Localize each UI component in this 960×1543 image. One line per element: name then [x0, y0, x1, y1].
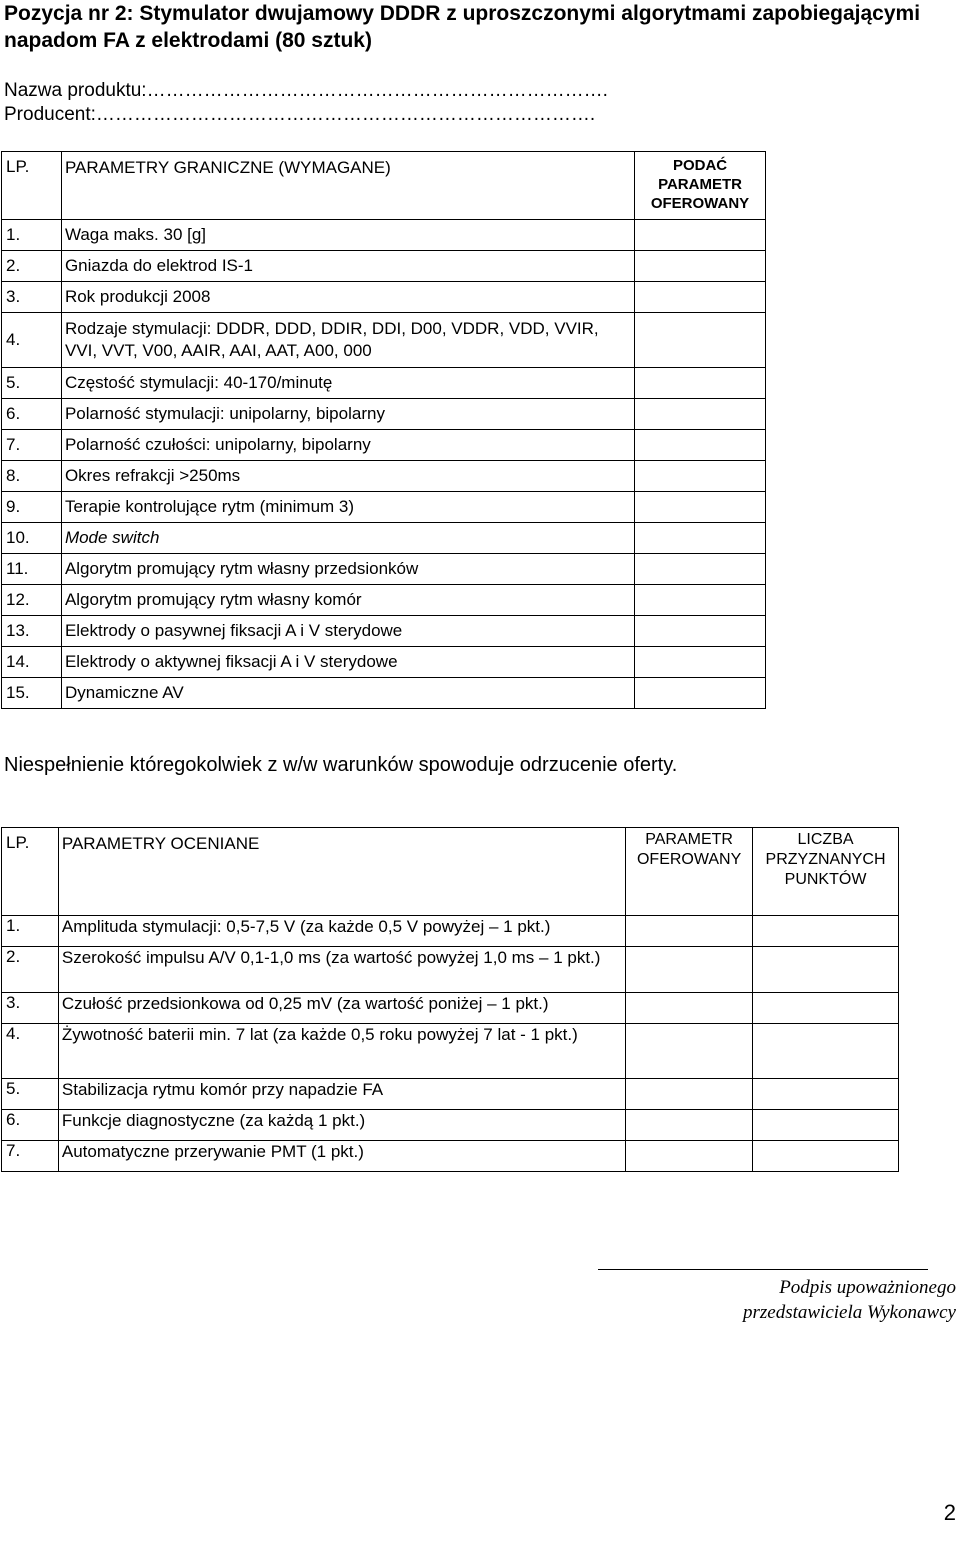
- row-number: 4.: [2, 1024, 59, 1079]
- row-number: 4.: [2, 313, 62, 368]
- offer-cell[interactable]: [635, 523, 766, 554]
- table-row: [2, 399, 766, 430]
- signature-caption: [600, 1275, 956, 1325]
- points-cell[interactable]: [753, 993, 899, 1024]
- offer-cell[interactable]: [635, 585, 766, 616]
- offer-cell[interactable]: [626, 1079, 753, 1110]
- table-row: [2, 523, 766, 554]
- row-number: 8.: [2, 461, 62, 492]
- points-header: LICZBA PRZYZNANYCH PUNKTÓW: [753, 828, 899, 916]
- row-text: Elektrody o aktywnej fiksacji A i V sterydowe: [61, 647, 634, 678]
- offer-cell[interactable]: [635, 461, 766, 492]
- row-number: 2.: [2, 947, 59, 993]
- row-text: Mode switch: [61, 523, 634, 554]
- offer-header: PARAMETR OFEROWANY: [626, 828, 753, 916]
- row-text: Funkcje diagnostyczne (za każdą 1 pkt.): [58, 1110, 625, 1141]
- row-text: Rok produkcji 2008: [61, 282, 634, 313]
- row-text: Polarność czułości: unipolarny, bipolarny: [61, 430, 634, 461]
- required-parameters-table: [1, 151, 766, 709]
- row-text: Okres refrakcji >250ms: [61, 461, 634, 492]
- offer-cell[interactable]: [626, 947, 753, 993]
- row-number: 13.: [2, 616, 62, 647]
- row-number: 11.: [2, 554, 62, 585]
- table-row: [2, 220, 766, 251]
- row-number: 7.: [2, 1141, 59, 1172]
- row-text: Elektrody o pasywnej fiksacji A i V sterydowe: [61, 616, 634, 647]
- row-text: Stabilizacja rytmu komór przy napadzie FA: [58, 1079, 625, 1110]
- rejection-warning: Niespełnienie któregokolwiek z w/w warunków spowoduje odrzucenie oferty.: [4, 754, 678, 776]
- producer-label: Producent:…………………………………………………………………….: [4, 104, 596, 125]
- offer-cell[interactable]: [635, 220, 766, 251]
- row-text: Dynamiczne AV: [61, 678, 634, 709]
- table-row: [2, 554, 766, 585]
- row-number: 2.: [2, 251, 62, 282]
- row-number: 7.: [2, 430, 62, 461]
- signature-line-1: Podpis upoważnionego: [779, 1277, 956, 1298]
- points-cell[interactable]: [753, 1110, 899, 1141]
- offer-cell[interactable]: [626, 1141, 753, 1172]
- offer-cell[interactable]: [626, 1024, 753, 1079]
- row-text: Terapie kontrolujące rytm (minimum 3): [61, 492, 634, 523]
- row-number: 10.: [2, 523, 62, 554]
- table-row: [2, 616, 766, 647]
- row-text: Szerokość impulsu A/V 0,1-1,0 ms (za wartość powyżej 1,0 ms – 1 pkt.): [58, 947, 625, 993]
- offer-cell[interactable]: [635, 678, 766, 709]
- row-number: 1.: [2, 916, 59, 947]
- table-row: [2, 585, 766, 616]
- row-number: 6.: [2, 399, 62, 430]
- points-cell[interactable]: [753, 947, 899, 993]
- offer-cell[interactable]: [635, 616, 766, 647]
- table-row: [2, 368, 766, 399]
- points-cell[interactable]: [753, 1024, 899, 1079]
- signature-line: [598, 1269, 928, 1270]
- table-header-row: [2, 152, 766, 220]
- row-number: 3.: [2, 282, 62, 313]
- offer-cell[interactable]: [635, 313, 766, 368]
- row-text: Waga maks. 30 [g]: [61, 220, 634, 251]
- table-row: [2, 492, 766, 523]
- table-row: [2, 461, 766, 492]
- table-row: [2, 993, 899, 1024]
- row-text: Amplituda stymulacji: 0,5-7,5 V (za każde 0,5 V powyżej – 1 pkt.): [58, 916, 625, 947]
- table-row: [2, 647, 766, 678]
- document-title: Pozycja nr 2: Stymulator dwujamowy DDDR z uproszczonymi algorytmami zapobiegającymi napadom FA z elektrodami (80 sztuk): [4, 2, 921, 52]
- row-text: Żywotność baterii min. 7 lat (za każde 0,5 roku powyżej 7 lat - 1 pkt.): [58, 1024, 625, 1079]
- row-text: Algorytm promujący rytm własny przedsionków: [61, 554, 634, 585]
- table-header-row: [2, 828, 899, 916]
- offer-header: PODAĆ PARAMETR OFEROWANY: [635, 152, 766, 220]
- row-text: Gniazda do elektrod IS-1: [61, 251, 634, 282]
- offer-cell[interactable]: [635, 492, 766, 523]
- lp-header: LP.: [2, 828, 59, 916]
- table-row: [2, 678, 766, 709]
- row-text: Algorytm promujący rytm własny komór: [61, 585, 634, 616]
- row-number: 1.: [2, 220, 62, 251]
- offer-cell[interactable]: [626, 993, 753, 1024]
- row-text: Czułość przedsionkowa od 0,25 mV (za wartość poniżej – 1 pkt.): [58, 993, 625, 1024]
- table-row: [2, 430, 766, 461]
- points-cell[interactable]: [753, 1079, 899, 1110]
- row-text: Częstość stymulacji: 40-170/minutę: [61, 368, 634, 399]
- row-text: Automatyczne przerywanie PMT (1 pkt.): [58, 1141, 625, 1172]
- offer-cell[interactable]: [626, 916, 753, 947]
- row-number: 9.: [2, 492, 62, 523]
- row-text: Polarność stymulacji: unipolarny, bipolarny: [61, 399, 634, 430]
- table-row: [2, 1110, 899, 1141]
- row-number: 5.: [2, 368, 62, 399]
- row-number: 3.: [2, 993, 59, 1024]
- offer-cell[interactable]: [626, 1110, 753, 1141]
- row-number: 15.: [2, 678, 62, 709]
- evaluated-parameters-table: [1, 827, 899, 1172]
- offer-cell[interactable]: [635, 368, 766, 399]
- table-row: [2, 251, 766, 282]
- offer-cell[interactable]: [635, 430, 766, 461]
- row-number: 5.: [2, 1079, 59, 1110]
- offer-cell[interactable]: [635, 554, 766, 585]
- offer-cell[interactable]: [635, 251, 766, 282]
- signature-line-2: przedstawiciela Wykonawcy: [742, 1302, 956, 1323]
- page-number: 2: [943, 1500, 956, 1525]
- lp-header: LP.: [2, 152, 62, 220]
- table-row: [2, 1079, 899, 1110]
- evaluated-parameters-header: PARAMETRY OCENIANE: [58, 828, 625, 916]
- row-number: 14.: [2, 647, 62, 678]
- points-cell[interactable]: [753, 1141, 899, 1172]
- offer-cell[interactable]: [635, 399, 766, 430]
- table-row: [2, 947, 899, 993]
- required-parameters-header: PARAMETRY GRANICZNE (WYMAGANE): [61, 152, 634, 220]
- points-cell[interactable]: [753, 916, 899, 947]
- table-row: [2, 1024, 899, 1079]
- table-row: [2, 313, 766, 368]
- row-number: 6.: [2, 1110, 59, 1141]
- table-row: [2, 282, 766, 313]
- offer-cell[interactable]: [635, 282, 766, 313]
- offer-cell[interactable]: [635, 647, 766, 678]
- row-text: Rodzaje stymulacji: DDDR, DDD, DDIR, DDI, D00, VDDR, VDD, VVIR, VVI, VVT, V00, AAIR, AAI, AAT, A00, 000: [61, 313, 634, 368]
- row-number: 12.: [2, 585, 62, 616]
- table-row: [2, 916, 899, 947]
- table-row: [2, 1141, 899, 1172]
- product-name-label: Nazwa produktu:……………………………………………………………….: [4, 80, 608, 101]
